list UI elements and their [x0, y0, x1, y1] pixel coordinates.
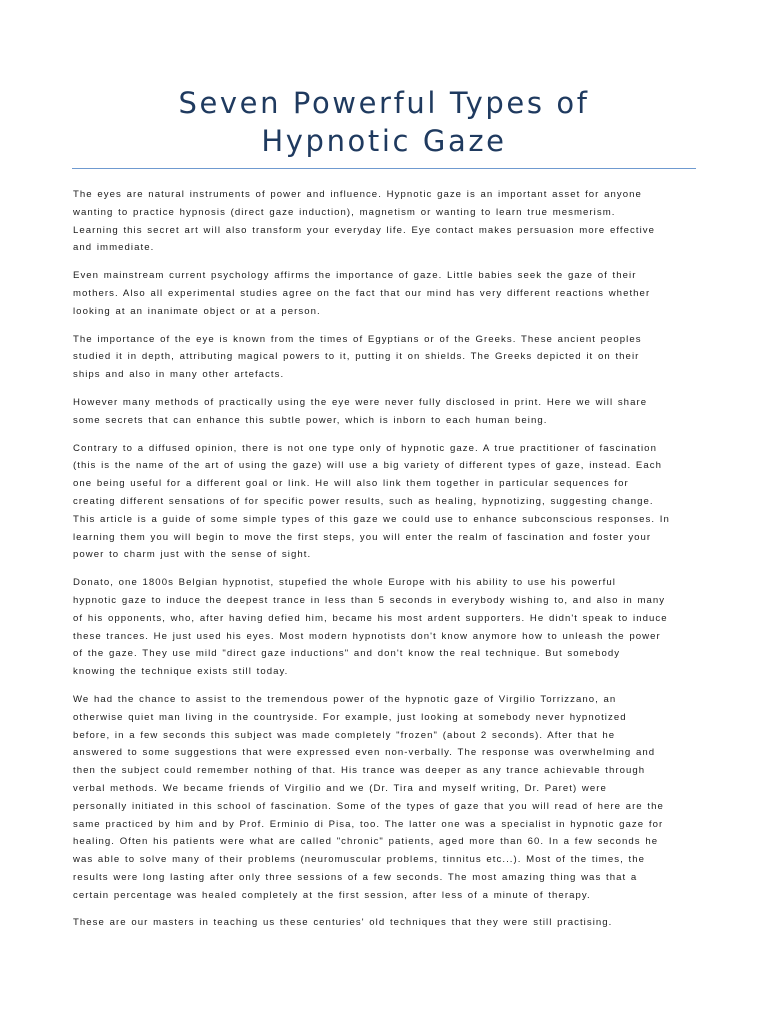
text-line: These are our masters in teaching us these centuries' old techniques that they were still practising.	[73, 917, 613, 929]
text-line: However many methods of practically using the eye were never fully disclosed in print. Here we will share	[73, 396, 648, 408]
text-line: wanting to practice hypnosis (direct gaze induction), magnetism or wanting to learn true mesmerism.	[73, 206, 616, 218]
text-line: learning them you will begin to move the first steps, you will enter the realm of fascination and foster your	[73, 531, 652, 543]
text-line: before, in a few seconds this subject was made completely "frozen" (about 2 seconds). After that he	[73, 729, 616, 741]
text-line: mothers. Also all experimental studies agree on the fact that our mind has very different reactions whether	[73, 287, 651, 299]
paragraph	[73, 394, 697, 430]
paragraph	[73, 331, 697, 384]
text-line: one being useful for a different goal or link. He will also link them together in particular sequences for	[73, 478, 629, 490]
text-line: Contrary to a diffused opinion, there is not one type only of hypnotic gaze. A true practitioner of fascination	[73, 442, 657, 454]
title-line-2: Hypnotic Gaze	[261, 124, 507, 158]
text-line: these trances. He just used his eyes. Most modern hypnotists don't know anymore how to unleash the power	[73, 630, 661, 642]
paragraph	[73, 574, 697, 681]
text-line: healing. Often his patients were what are called "chronic" patients, aged more than 60. In a few seconds he	[73, 836, 659, 848]
text-line: studied it in depth, attributing magical powers to it, putting it on shields. The Greeks depicted it on their	[73, 351, 640, 363]
text-line: was able to solve many of their problems (neuromuscular problems, tinnitus etc...). Most of the times, the	[73, 854, 645, 866]
text-line: answered to some suggestions that were expressed even non-verbally. The response was overwhelming and	[73, 747, 656, 759]
text-line: personally initiated in this school of fascination. Some of the types of gaze that you will read of here are the	[73, 800, 664, 812]
text-line: knowing the technique exists still today.	[73, 666, 289, 678]
text-line: then the subject could remember nothing of that. His trance was deeper as any trance achievable through	[73, 765, 646, 777]
text-line: looking at an inanimate object or at a person.	[73, 305, 321, 317]
text-line: The eyes are natural instruments of power and influence. Hypnotic gaze is an important asset for anyone	[73, 189, 642, 200]
text-line: verbal methods. We became friends of Virgilio and we (Dr. Tira and myself writing, Dr. Paret) were	[73, 782, 607, 794]
title-line-1: Seven Powerful Types of	[178, 86, 590, 120]
paragraph	[73, 691, 697, 905]
paragraph	[73, 914, 697, 932]
text-line: ships and also in many other artefacts.	[73, 369, 285, 381]
text-line: and immediate.	[73, 242, 155, 254]
text-line: of the gaze. They use mild "direct gaze inductions" and don't know the real technique. But somebody	[73, 648, 621, 660]
paragraph	[73, 267, 697, 320]
text-line: hypnotic gaze to induce the deepest trance in less than 5 seconds in everybody wishing to, and also in many	[73, 594, 666, 606]
text-line: This article is a guide of some simple types of this gaze we could use to enhance subconscious responses. In	[73, 513, 670, 525]
text-line: otherwise quiet man living in the countryside. For example, just looking at somebody never hypnotized	[73, 711, 627, 723]
text-line: some secrets that can enhance this subtle power, which is inborn to each human being.	[73, 414, 548, 426]
text-line: creating different sensations of for specific power results, such as healing, hypnotizing, suggesting change.	[73, 495, 654, 507]
text-line: We had the chance to assist to the tremendous power of the hypnotic gaze of Virgilio Torrizzano, an	[73, 693, 617, 705]
text-line: (this is the name of the art of using the gaze) will use a big variety of different types of gaze, instead. Each	[73, 460, 662, 472]
text-line: certain percentage was healed completely at the first session, after less of a minute of therapy.	[73, 889, 591, 901]
text-line: power to charm just with the sense of sight.	[73, 549, 312, 561]
text-line: same practiced by him and by Prof. Erminio di Pisa, too. The latter one was a specialist in hypnotic gaze for	[73, 818, 664, 830]
text-line: of his opponents, who, after having defied him, became his most ardent supporters. He didn't speak to induce	[73, 612, 668, 624]
document-body	[73, 186, 697, 942]
paragraph	[73, 440, 697, 565]
text-line: The importance of the eye is known from the times of Egyptians or of the Greeks. These ancient peoples	[73, 333, 642, 345]
paragraph	[73, 186, 697, 257]
text-line: Even mainstream current psychology affirms the importance of gaze. Little babies seek the gaze of their	[73, 270, 637, 282]
text-line: Donato, one 1800s Belgian hypnotist, stupefied the whole Europe with his ability to use his powerful	[73, 577, 616, 589]
text-line: results were long lasting after only three sessions of a few seconds. The most amazing thing was that a	[73, 871, 638, 883]
text-line: Learning this secret art will also transform your everyday life. Eye contact makes persuasion more effective	[73, 224, 655, 236]
document-title	[72, 84, 696, 160]
title-divider	[72, 168, 696, 169]
